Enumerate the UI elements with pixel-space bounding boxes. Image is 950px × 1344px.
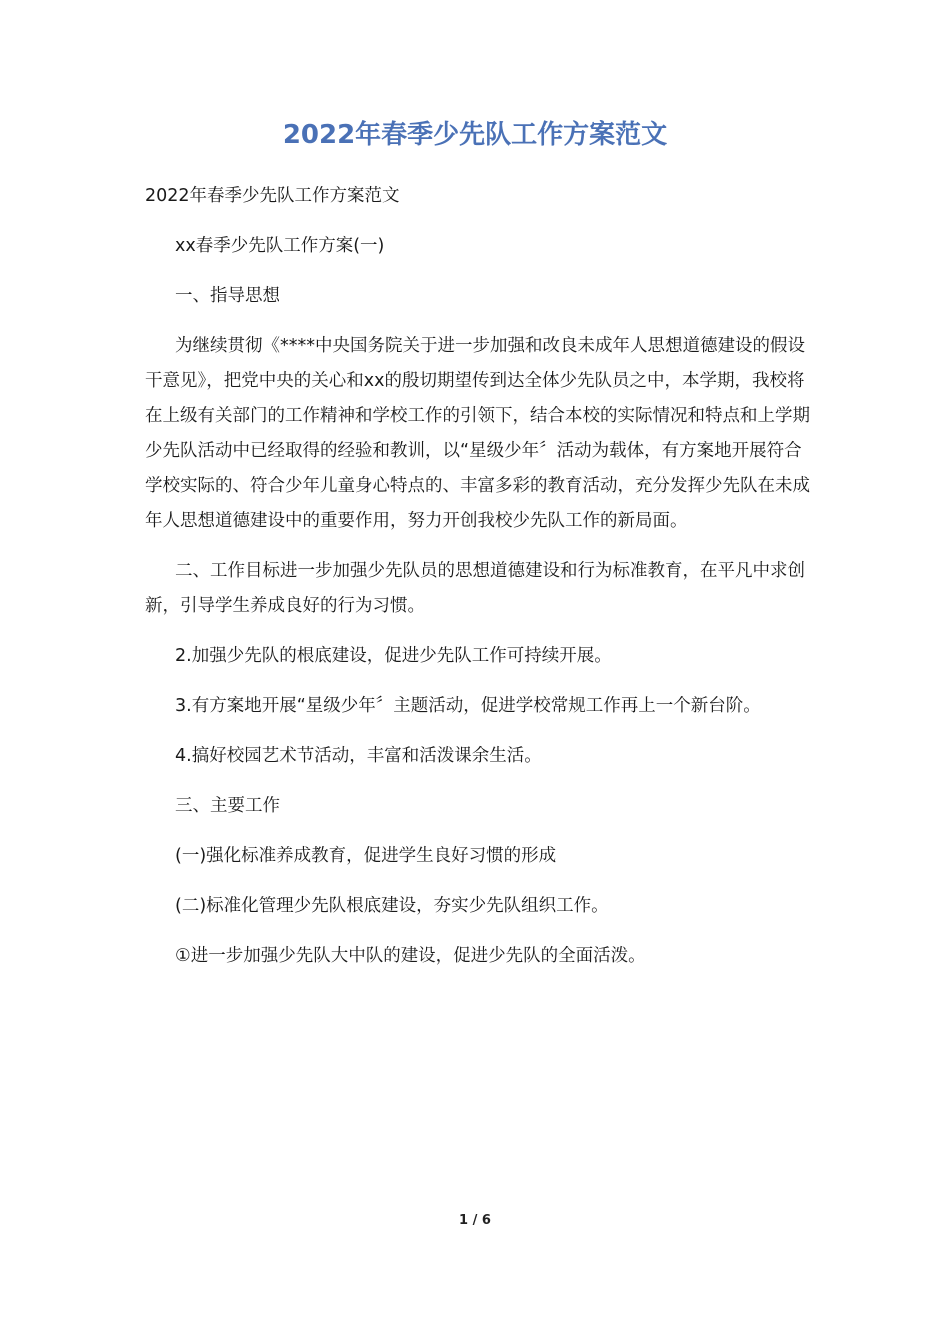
paragraph-subtitle: 2022年春季少先队工作方案范文 (145, 186, 400, 206)
document-title: 2022年春季少先队工作方案范文 (282, 120, 668, 150)
paragraph-plan-heading: xx春季少先队工作方案(一) (175, 236, 385, 256)
paragraph-work-goals: 二、工作目标进一步加强少先队员的思想道德建设和行为标准教育，在平凡中求创新，引导学生养成良好的行为习惯。 (145, 561, 805, 616)
page-number: 1 / 6 (459, 1213, 491, 1228)
section-heading-guiding-ideology: 一、指导思想 (175, 286, 280, 306)
list-item-work-1: (一)强化标准养成教育，促进学生良好习惯的形成 (175, 846, 557, 866)
list-item-goal-3: 3.有方案地开展“星级少年〞主题活动，促进学校常规工作再上一个新台阶。 (175, 696, 761, 716)
list-item-work-2: (二)标准化管理少先队根底建设，夯实少先队组织工作。 (175, 896, 609, 916)
list-item-goal-4: 4.搞好校园艺术节活动，丰富和活泼课余生活。 (175, 746, 542, 766)
paragraph-guiding-ideology: 为继续贯彻《****中央国务院关于进一步加强和改良未成年人思想道德建设的假设干意见》，把党中央的关心和xx的殷切期望传到达全体少先队员之中，本学期，我校将在上级有关部门的工作精神和学校工作的引领下，结合本校的实际情况和特点和上学期少先队活动中已经取得的经验和教训，以“星级少年〞活动为载体，有方案地开展符合学校实际的、符合少年儿童身心特点的、丰富多彩的教育活动，充分发挥少先队在未成年人思想道德建设中的重要作用，努力开创我校少先队工作的新局面。 (145, 336, 810, 531)
document-body (145, 179, 815, 989)
list-item-goal-2: 2.加强少先队的根底建设，促进少先队工作可持续开展。 (175, 646, 612, 666)
section-heading-main-work: 三、主要工作 (175, 796, 280, 816)
list-item-work-2-sub-1: ①进一步加强少先队大中队的建设，促进少先队的全面活泼。 (175, 946, 646, 966)
